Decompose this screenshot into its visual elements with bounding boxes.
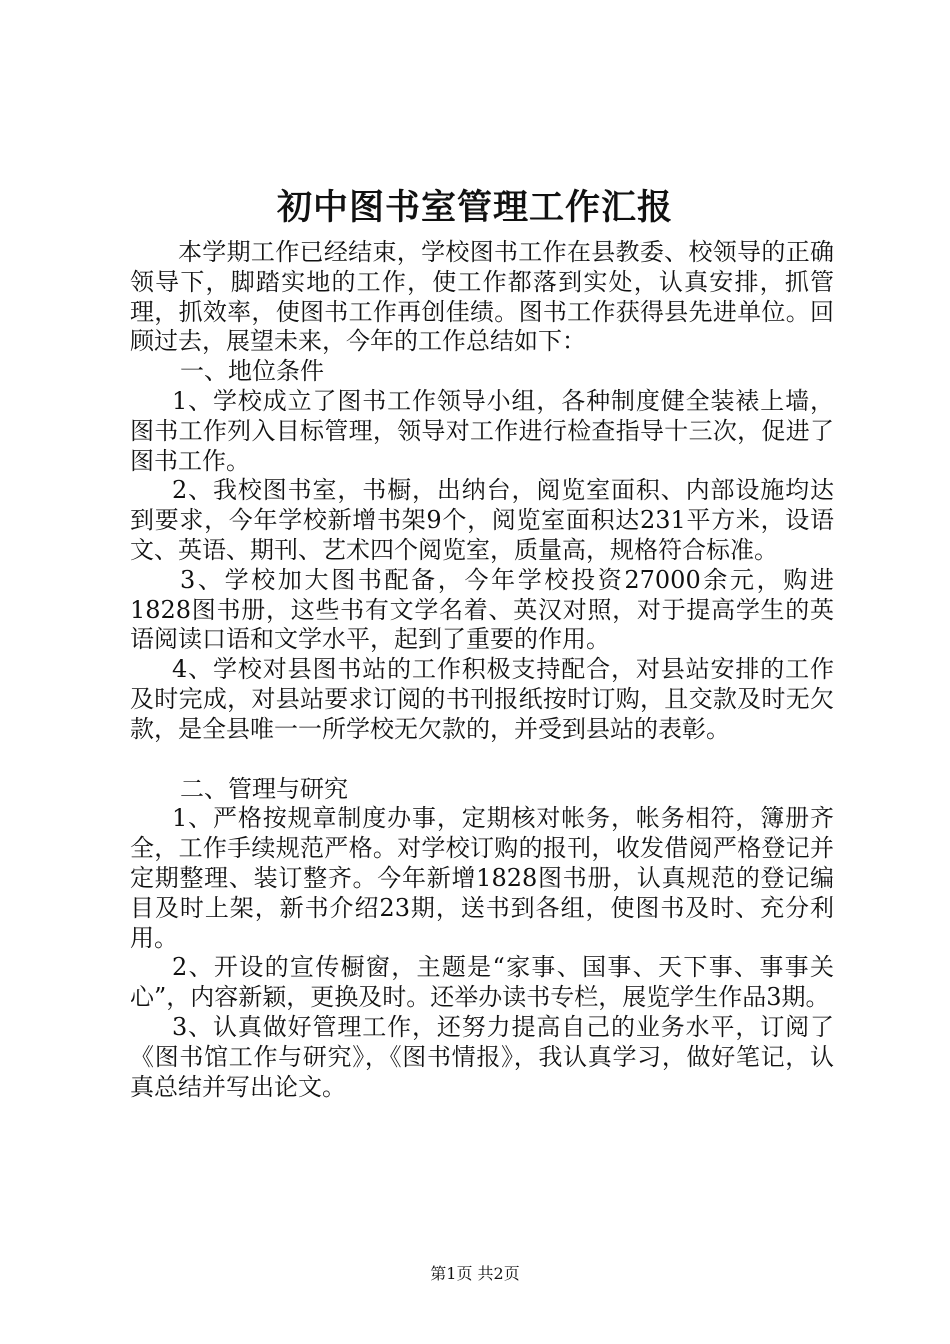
document-title: 初中图书室管理工作汇报: [276, 187, 673, 228]
page-footer: 第1页 共2页: [430, 1264, 520, 1283]
paragraph-2-3: 3、认真做好管理工作，还努力提高自己的业务水平，订阅了《图书馆工作与研究》，《图书情报》，我认真学习，做好笔记，认真总结并写出论文。: [130, 1012, 834, 1101]
section-heading-conditions: 一、地位条件: [180, 357, 324, 386]
paragraph-1-4: 4、学校对县图书站的工作积极支持配合，对县站安排的工作及时完成，对县站要求订阅的书刊报纸按时订购，且交款及时无欠款，是全县唯一一所学校无欠款的，并受到县站的表彰。: [130, 655, 834, 743]
document-body: [130, 238, 834, 1102]
paragraph-1-2: 2、我校图书室，书橱，出纳台，阅览室面积、内部设施均达到要求，今年学校新增书架9个，阅览室面积达231平方米，设语文、英语、期刊、艺术四个阅览室，质量高，规格符合标准。: [130, 476, 834, 564]
intro-paragraph: 本学期工作已经结束，学校图书工作在县教委、校领导的正确领导下，脚踏实地的工作，使工作都落到实处，认真安排，抓管理，抓效率，使图书工作再创佳绩。图书工作获得县先进单位。回顾过去，展望未来，今年的工作总结如下：: [130, 238, 834, 356]
paragraph-1-3: 3、学校加大图书配备，今年学校投资27000余元，购进1828图书册，这些书有文学名着、英汉对照，对于提高学生的英语阅读口语和文学水平，起到了重要的作用。: [130, 565, 834, 654]
paragraph-2-2: 2、开设的宣传橱窗，主题是“家事、国事、天下事、事事关心”，内容新颖，更换及时。还举办读书专栏，展览学生作品3期。: [130, 953, 834, 1012]
paragraph-1-1: 1、学校成立了图书工作领导小组，各种制度健全装裱上墙，图书工作列入目标管理，领导对工作进行检查指导十三次，促进了图书工作。: [130, 386, 834, 475]
paragraph-gap: [130, 745, 834, 775]
section-heading-management: 二、管理与研究: [180, 774, 348, 803]
paragraph-2-1: 1、严格按规章制度办事，定期核对帐务，帐务相符，簿册齐全，工作手续规范严格。对学校订购的报刊，收发借阅严格登记并定期整理、装订整齐。今年新增1828图书册，认真规范的登记编目及时上架，新书介绍23期，送书到各组，使图书及时、充分利用。: [130, 804, 834, 952]
